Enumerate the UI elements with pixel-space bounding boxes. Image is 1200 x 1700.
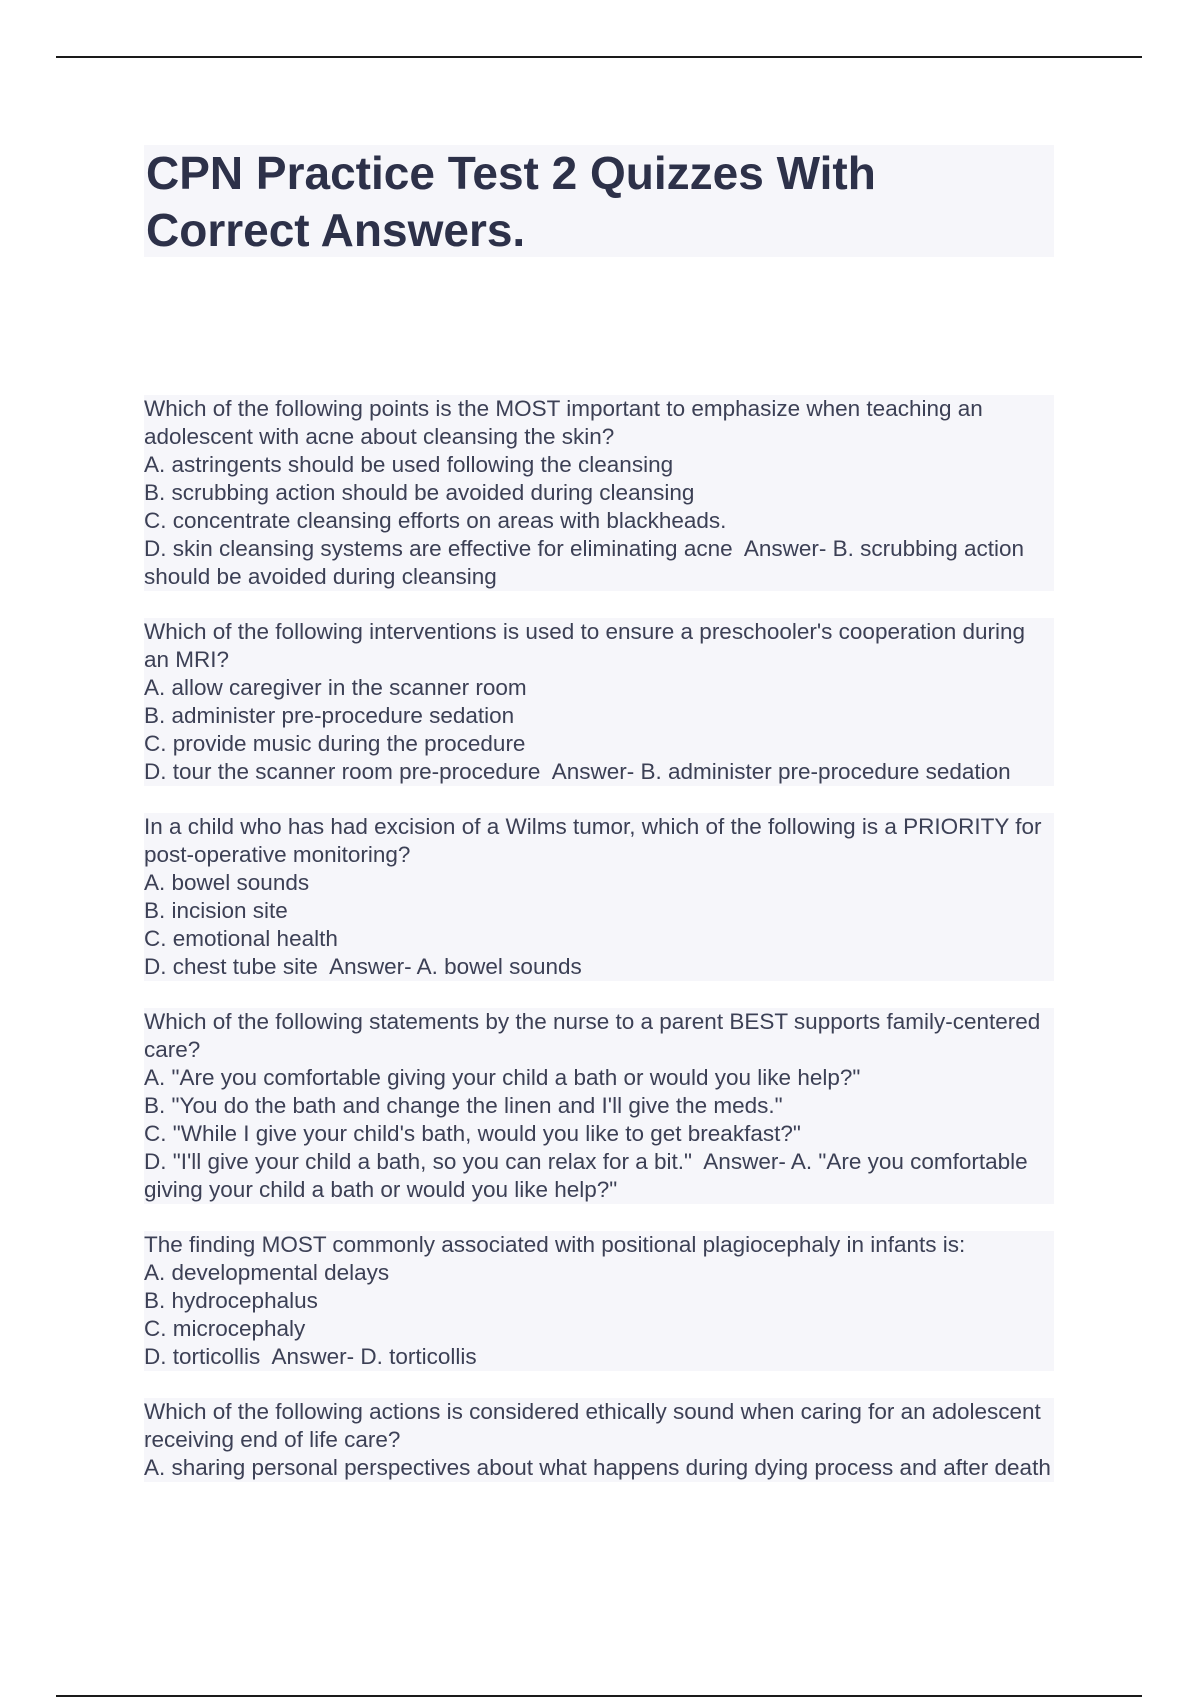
option-c: C. emotional health	[144, 925, 1054, 953]
question-3	[144, 813, 1054, 981]
question-2	[144, 618, 1054, 786]
question-list	[144, 395, 1054, 1509]
option-d-with-answer	[144, 758, 1054, 786]
option-d-with-answer	[144, 953, 1054, 981]
option-c: C. "While I give your child's bath, would you like to get breakfast?"	[144, 1120, 1054, 1148]
option-b: B. administer pre-procedure sedation	[144, 702, 1054, 730]
option-b: B. scrubbing action should be avoided during cleansing	[144, 479, 1054, 507]
question-6	[144, 1398, 1054, 1482]
option-a: A. sharing personal perspectives about what happens during dying process and after death	[144, 1454, 1054, 1482]
option-d: D. skin cleansing systems are effective for eliminating acne	[144, 536, 733, 561]
option-b: B. "You do the bath and change the linen and I'll give the meds."	[144, 1092, 1054, 1120]
question-5	[144, 1231, 1054, 1371]
option-d-with-answer	[144, 1148, 1054, 1204]
question-stem: Which of the following statements by the nurse to a parent BEST supports family-centered care?	[144, 1008, 1054, 1064]
option-a: A. developmental delays	[144, 1259, 1054, 1287]
option-d: D. torticollis	[144, 1344, 261, 1369]
answer-text: Answer- A. "Are you comfortable giving your child a bath or would you like help?"	[144, 1149, 1028, 1202]
option-d: D. chest tube site	[144, 954, 318, 979]
option-a: A. astringents should be used following the cleansing	[144, 451, 1054, 479]
option-c: C. microcephaly	[144, 1315, 1054, 1343]
answer-text: Answer- B. scrubbing action should be avoided during cleansing	[144, 536, 1025, 589]
header-rule	[56, 56, 1142, 58]
option-d: D. tour the scanner room pre-procedure	[144, 759, 541, 784]
question-4	[144, 1008, 1054, 1204]
option-d: D. "I'll give your child a bath, so you can relax for a bit."	[144, 1149, 693, 1174]
option-a: A. allow caregiver in the scanner room	[144, 674, 1054, 702]
option-c: C. concentrate cleansing efforts on areas with blackheads.	[144, 507, 1054, 535]
answer-text: Answer- B. administer pre-procedure sedation	[551, 759, 1011, 784]
option-b: B. incision site	[144, 897, 1054, 925]
option-d-with-answer	[144, 1343, 1054, 1371]
document-title: CPN Practice Test 2 Quizzes With Correct Answers.	[146, 147, 876, 256]
title-block	[144, 145, 1054, 257]
option-d-with-answer	[144, 535, 1054, 591]
question-stem: Which of the following actions is considered ethically sound when caring for an adolescent receiving end of life care?	[144, 1398, 1054, 1454]
option-b: B. hydrocephalus	[144, 1287, 1054, 1315]
option-a: A. "Are you comfortable giving your child a bath or would you like help?"	[144, 1064, 1054, 1092]
question-stem: The finding MOST commonly associated with positional plagiocephaly in infants is:	[144, 1231, 1054, 1259]
option-a: A. bowel sounds	[144, 869, 1054, 897]
answer-text: Answer- A. bowel sounds	[329, 954, 582, 979]
option-c: C. provide music during the procedure	[144, 730, 1054, 758]
question-stem: Which of the following points is the MOST important to emphasize when teaching an adolescent with acne about cleansing the skin?	[144, 395, 1054, 451]
question-1	[144, 395, 1054, 591]
question-stem: In a child who has had excision of a Wilms tumor, which of the following is a PRIORITY for post-operative monitoring?	[144, 813, 1054, 869]
footer-rule	[56, 1695, 1142, 1697]
answer-text: Answer- D. torticollis	[271, 1344, 477, 1369]
question-stem: Which of the following interventions is used to ensure a preschooler's cooperation during an MRI?	[144, 618, 1054, 674]
